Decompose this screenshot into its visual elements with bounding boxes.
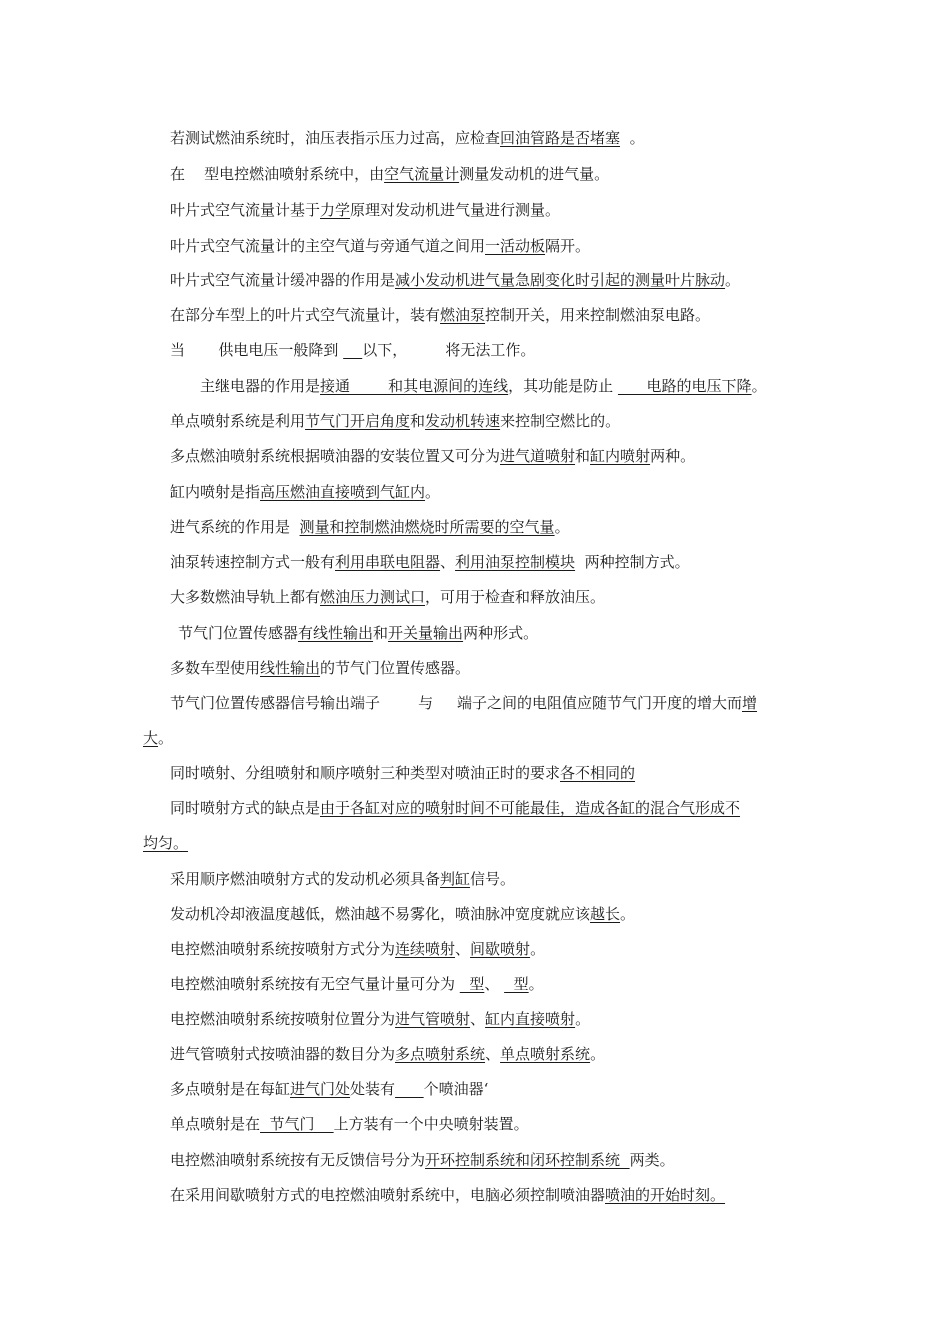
text-line: [200, 376, 767, 396]
text-line: [143, 728, 173, 748]
text-segment: 信号。: [470, 870, 516, 888]
text-segment: 。: [530, 940, 546, 958]
text-segment: 上方装有一个中央喷射装置。: [333, 1115, 529, 1133]
text-line: [170, 939, 545, 959]
text-segment: 和: [410, 412, 426, 430]
underlined-answer: 越长: [590, 905, 621, 923]
underlined-answer: 进气道喷射: [500, 447, 576, 465]
underlined-answer: 开环控制系统和闭环控制系统: [425, 1151, 630, 1169]
text-segment: 。: [620, 129, 645, 147]
text-segment: 节气门位置传感器: [178, 624, 299, 642]
text-segment: 个喷油器‘: [423, 1080, 489, 1098]
text-segment: 两种。: [650, 447, 696, 465]
text-segment: 单点喷射系统是利用: [170, 412, 306, 430]
underlined-answer: 间歇喷射: [470, 940, 531, 958]
underlined-answer: 高压燃油直接喷到气缸内: [260, 483, 426, 501]
text-segment: 在 型电控燃油喷射系统中，由: [170, 165, 385, 183]
text-line: [170, 517, 570, 537]
text-segment: 主继电器的作用是: [200, 377, 321, 395]
text-line: [170, 1044, 605, 1064]
underlined-answer: 进气管喷射: [395, 1010, 471, 1028]
text-line: [170, 763, 635, 783]
underlined-answer: 测量和控制燃油燃烧时所需要的空气量: [299, 518, 555, 536]
text-segment: 单点喷射是在: [170, 1115, 261, 1133]
text-segment: 电控燃油喷射系统按喷射位置分为: [170, 1010, 396, 1028]
text-segment: 以下， 将无法工作。: [362, 341, 536, 359]
text-line: [170, 200, 560, 220]
underlined-answer: 增: [742, 694, 758, 712]
text-line: [170, 482, 440, 502]
underlined-answer: 均匀。: [143, 834, 189, 852]
text-segment: 两种控制方式。: [575, 553, 690, 571]
text-segment: 、: [484, 975, 505, 993]
underlined-answer: 力学: [320, 201, 351, 219]
text-segment: 电控燃油喷射系统按有无反馈信号分为: [170, 1151, 426, 1169]
text-segment: 控制开关，用来控制燃油泵电路。: [485, 306, 711, 324]
underlined-answer: 判缸: [440, 870, 471, 888]
text-segment: 来控制空燃比的。: [500, 412, 621, 430]
underlined-answer: 线性输出: [260, 659, 321, 677]
underlined-answer: 型: [459, 975, 485, 993]
text-segment: 当 供电电压一般降到: [170, 341, 344, 359]
text-segment: 叶片式空气流量计的主空气道与旁通气道之间用: [170, 237, 486, 255]
text-segment: 两种形式。: [463, 624, 539, 642]
text-segment: 在部分车型上的叶片式空气流量计，装有: [170, 306, 441, 324]
text-segment: 电控燃油喷射系统按有无空气量计量可分为: [170, 975, 460, 993]
text-line: [170, 1114, 529, 1134]
text-segment: 隔开。: [545, 237, 591, 255]
text-segment: 多点燃油喷射系统根据喷油器的安装位置又可分为: [170, 447, 501, 465]
underlined-answer: 进气门处: [290, 1080, 351, 1098]
text-segment: ，其功能是防止: [508, 377, 618, 395]
underlined-answer: 燃油泵: [440, 306, 486, 324]
text-line: [170, 552, 690, 572]
text-line: [170, 869, 515, 889]
text-line: [170, 411, 620, 431]
underlined-answer: 多点喷射系统: [395, 1045, 486, 1063]
text-line: [170, 305, 710, 325]
text-segment: 。: [425, 483, 441, 501]
text-segment: 缸内喷射是指: [170, 483, 261, 501]
underlined-answer: 燃油压力测试口: [320, 588, 426, 606]
text-line: [170, 446, 695, 466]
text-segment: 、: [455, 940, 471, 958]
text-segment: 采用顺序燃油喷射方式的发动机必须具备: [170, 870, 441, 888]
text-segment: 进气系统的作用是: [170, 518, 300, 536]
underlined-answer: 连续喷射: [395, 940, 456, 958]
underlined-answer: [395, 1080, 424, 1098]
text-segment: 原理对发动机进气量进行测量。: [350, 201, 561, 219]
text-line: [170, 658, 470, 678]
underlined-answer: 型: [504, 975, 529, 993]
text-line: [170, 270, 740, 290]
text-segment: 多数车型使用: [170, 659, 261, 677]
text-line: [170, 128, 645, 148]
text-line: [170, 693, 757, 713]
text-segment: 处装有: [350, 1080, 396, 1098]
underlined-answer: 单点喷射系统: [500, 1045, 591, 1063]
text-segment: 。: [575, 1010, 591, 1028]
underlined-answer: 缸内直接喷射: [485, 1010, 576, 1028]
text-segment: 若测试燃油系统时，油压表指示压力过高，应检查: [170, 129, 501, 147]
underlined-answer: 一活动板: [485, 237, 546, 255]
text-segment: 节气门位置传感器信号输出端子 与 端子之间的电阻值应随节气门开度的增大而: [170, 694, 742, 712]
text-segment: 。: [620, 905, 636, 923]
text-segment: 测量发动机的进气量。: [459, 165, 610, 183]
underlined-answer: 缸内喷射: [590, 447, 651, 465]
text-line: [170, 1185, 725, 1205]
text-line: [170, 164, 609, 184]
underlined-answer: 回油管路是否堵塞: [500, 129, 621, 147]
text-segment: 、: [440, 553, 456, 571]
text-segment: 同时喷射方式的缺点是: [170, 799, 321, 817]
text-segment: 和: [575, 447, 591, 465]
text-line: [170, 236, 590, 256]
text-segment: 进气管喷射式按喷油器的数目分为: [170, 1045, 396, 1063]
text-segment: 和: [373, 624, 389, 642]
text-segment: 、: [485, 1045, 501, 1063]
underlined-answer: 减小发动机进气量急剧变化时引起的测量叶片脉动: [395, 271, 726, 289]
text-line: [170, 904, 635, 924]
underlined-answer: 节气门: [260, 1115, 334, 1133]
text-segment: ，可用于检查和释放油压。: [425, 588, 606, 606]
text-line: [170, 1079, 488, 1099]
text-line: [170, 340, 535, 360]
text-line: [170, 587, 605, 607]
text-segment: 、: [470, 1010, 486, 1028]
text-segment: 大多数燃油导轨上都有: [170, 588, 321, 606]
text-segment: 。: [158, 729, 174, 747]
text-segment: 电控燃油喷射系统按喷射方式分为: [170, 940, 396, 958]
text-segment: 叶片式空气流量计基于: [170, 201, 321, 219]
underlined-answer: 大: [143, 729, 159, 747]
underlined-answer: [343, 341, 362, 359]
text-line: [170, 1150, 675, 1170]
text-segment: 。: [751, 377, 767, 395]
underlined-answer: 节气门开启角度: [305, 412, 411, 430]
text-segment: 。: [725, 271, 741, 289]
underlined-answer: 发动机转速: [425, 412, 501, 430]
text-segment: 多点喷射是在每缸: [170, 1080, 291, 1098]
underlined-answer: 开关量输出: [388, 624, 464, 642]
text-segment: 叶片式空气流量计缓冲器的作用是: [170, 271, 396, 289]
underlined-answer: 接通 和其电源间的连线: [320, 377, 509, 395]
underlined-answer: 喷油的开始时刻。: [605, 1186, 726, 1204]
text-line: [178, 623, 538, 643]
text-line: [143, 833, 188, 853]
text-segment: 发动机冷却液温度越低，燃油越不易雾化，喷油脉冲宽度就应该: [170, 905, 591, 923]
text-line: [170, 974, 544, 994]
underlined-answer: 各不相同的: [560, 764, 636, 782]
text-segment: 同时喷射、分组喷射和顺序喷射三种类型对喷油正时的要求: [170, 764, 561, 782]
text-segment: 在采用间歇喷射方式的电控燃油喷射系统中，电脑必须控制喷油器: [170, 1186, 606, 1204]
text-line: [170, 1009, 590, 1029]
text-line: [170, 798, 740, 818]
text-segment: 。: [528, 975, 544, 993]
underlined-answer: 利用油泵控制模块: [455, 553, 576, 571]
text-segment: 。: [554, 518, 570, 536]
text-segment: 。: [590, 1045, 606, 1063]
underlined-answer: 利用串联电阻器: [335, 553, 441, 571]
text-segment: 油泵转速控制方式一般有: [170, 553, 336, 571]
underlined-answer: 电路的电压下降: [617, 377, 752, 395]
underlined-answer: 由于各缸对应的喷射时间不可能最佳，造成各缸的混合气形成不: [320, 799, 741, 817]
underlined-answer: 空气流量计: [384, 165, 460, 183]
text-segment: 的节气门位置传感器。: [320, 659, 471, 677]
underlined-answer: 有线性输出: [298, 624, 374, 642]
text-segment: 两类。: [629, 1151, 675, 1169]
